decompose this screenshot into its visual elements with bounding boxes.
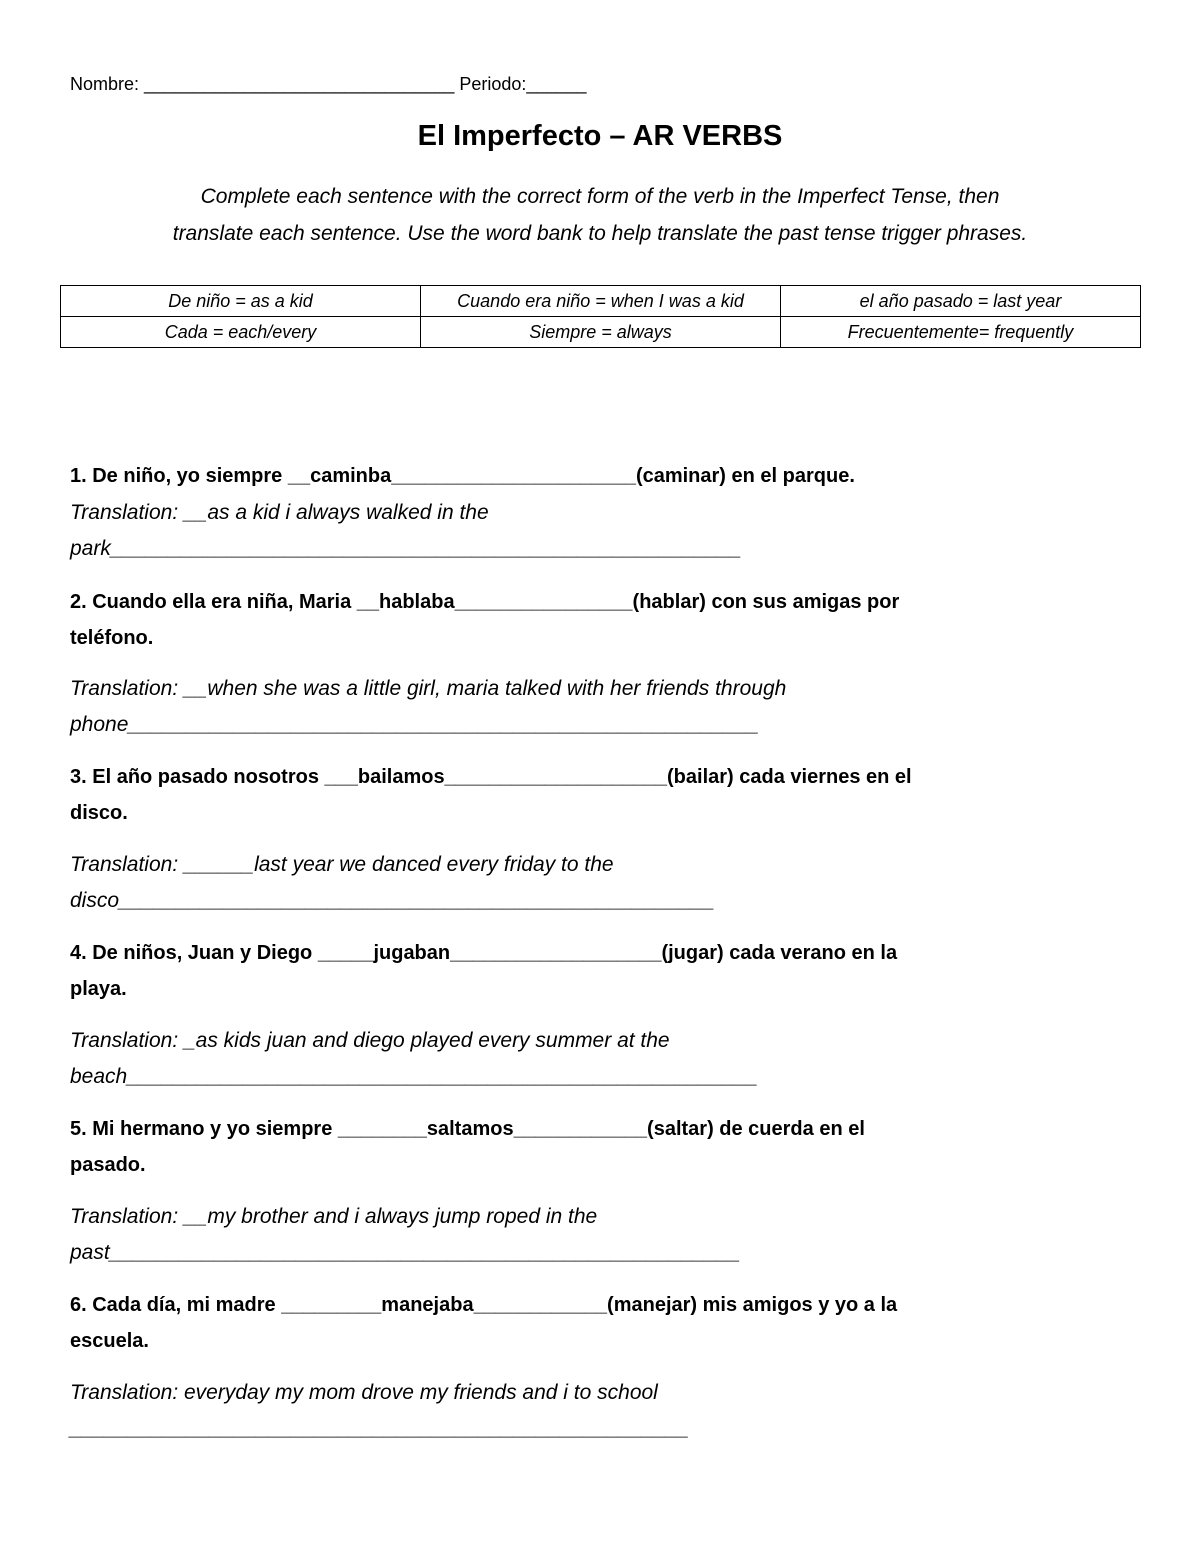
question-3-translation[interactable] (70, 847, 1130, 919)
question-line: disco. (70, 802, 128, 824)
translation-answer-line[interactable]: phone______________________________________________________ (70, 713, 760, 736)
question-line: 1. De niño, yo siempre __caminba______________________(caminar) en el parque. (70, 465, 855, 487)
word-bank-row (61, 317, 1141, 348)
translation-line: Translation: everyday my mom drove my friends and i to school (70, 1381, 658, 1404)
worksheet-title: El Imperfecto – AR VERBS (417, 120, 783, 152)
translation-answer-line[interactable]: past______________________________________________________ (70, 1241, 741, 1264)
question-3-sentence (70, 759, 1130, 831)
question-4-sentence (70, 935, 1130, 1007)
translation-answer-line[interactable]: disco___________________________________________________ (70, 889, 715, 912)
translation-line: Translation: __as a kid i always walked in the (70, 501, 489, 524)
translation-line: Translation: __when she was a little girl, maria talked with her friends through (70, 677, 787, 700)
question-5-translation[interactable] (70, 1199, 1130, 1271)
question-1-sentence (70, 458, 1130, 494)
question-line: escuela. (70, 1330, 149, 1352)
translation-line: Translation: _as kids juan and diego played every summer at the (70, 1029, 670, 1052)
translation-line: Translation: __my brother and i always jump roped in the (70, 1205, 598, 1228)
name-period-line: Nombre: _______________________________ Periodo:______ (70, 74, 587, 94)
word-bank-row (61, 286, 1141, 317)
question-2-sentence (70, 584, 1130, 656)
translation-line: Translation: ______last year we danced every friday to the (70, 853, 614, 876)
question-line: playa. (70, 978, 127, 1000)
translation-answer-line[interactable]: beach______________________________________________________ (70, 1065, 758, 1088)
question-4-translation[interactable] (70, 1023, 1130, 1095)
question-line: 4. De niños, Juan y Diego _____jugaban___________________(jugar) cada verano en la (70, 942, 898, 964)
question-line: teléfono. (70, 627, 154, 649)
question-line: 3. El año pasado nosotros ___bailamos____________________(bailar) cada viernes en el (70, 766, 912, 788)
question-1-translation[interactable] (70, 495, 1130, 567)
instructions-line-2: translate each sentence. Use the word bank to help translate the past tense trigger phrases. (172, 222, 1028, 245)
word-bank-cell: Frecuentemente= frequently (781, 317, 1141, 348)
question-line: pasado. (70, 1154, 146, 1176)
translation-answer-line[interactable]: _____________________________________________________ (70, 1417, 689, 1440)
word-bank-cell: Cada = each/every (61, 317, 421, 348)
question-5-sentence (70, 1111, 1130, 1183)
translation-answer-line[interactable]: park______________________________________________________ (70, 537, 742, 560)
word-bank-cell: el año pasado = last year (781, 286, 1141, 317)
word-bank-table (60, 285, 1141, 348)
question-line: 5. Mi hermano y yo siempre ________saltamos____________(saltar) de cuerda en el (70, 1118, 865, 1140)
question-line: 6. Cada día, mi madre _________manejaba____________(manejar) mis amigos y yo a la (70, 1294, 898, 1316)
question-6-translation[interactable] (70, 1375, 1130, 1447)
question-6-sentence (70, 1287, 1130, 1359)
question-2-translation[interactable] (70, 671, 1130, 743)
word-bank-cell: De niño = as a kid (61, 286, 421, 317)
instructions (60, 178, 1140, 252)
question-line: 2. Cuando ella era niña, Maria __hablaba________________(hablar) con sus amigas por (70, 591, 900, 613)
word-bank-cell: Cuando era niño = when I was a kid (421, 286, 781, 317)
word-bank-cell: Siempre = always (421, 317, 781, 348)
instructions-line-1: Complete each sentence with the correct form of the verb in the Imperfect Tense, then (200, 185, 1000, 208)
